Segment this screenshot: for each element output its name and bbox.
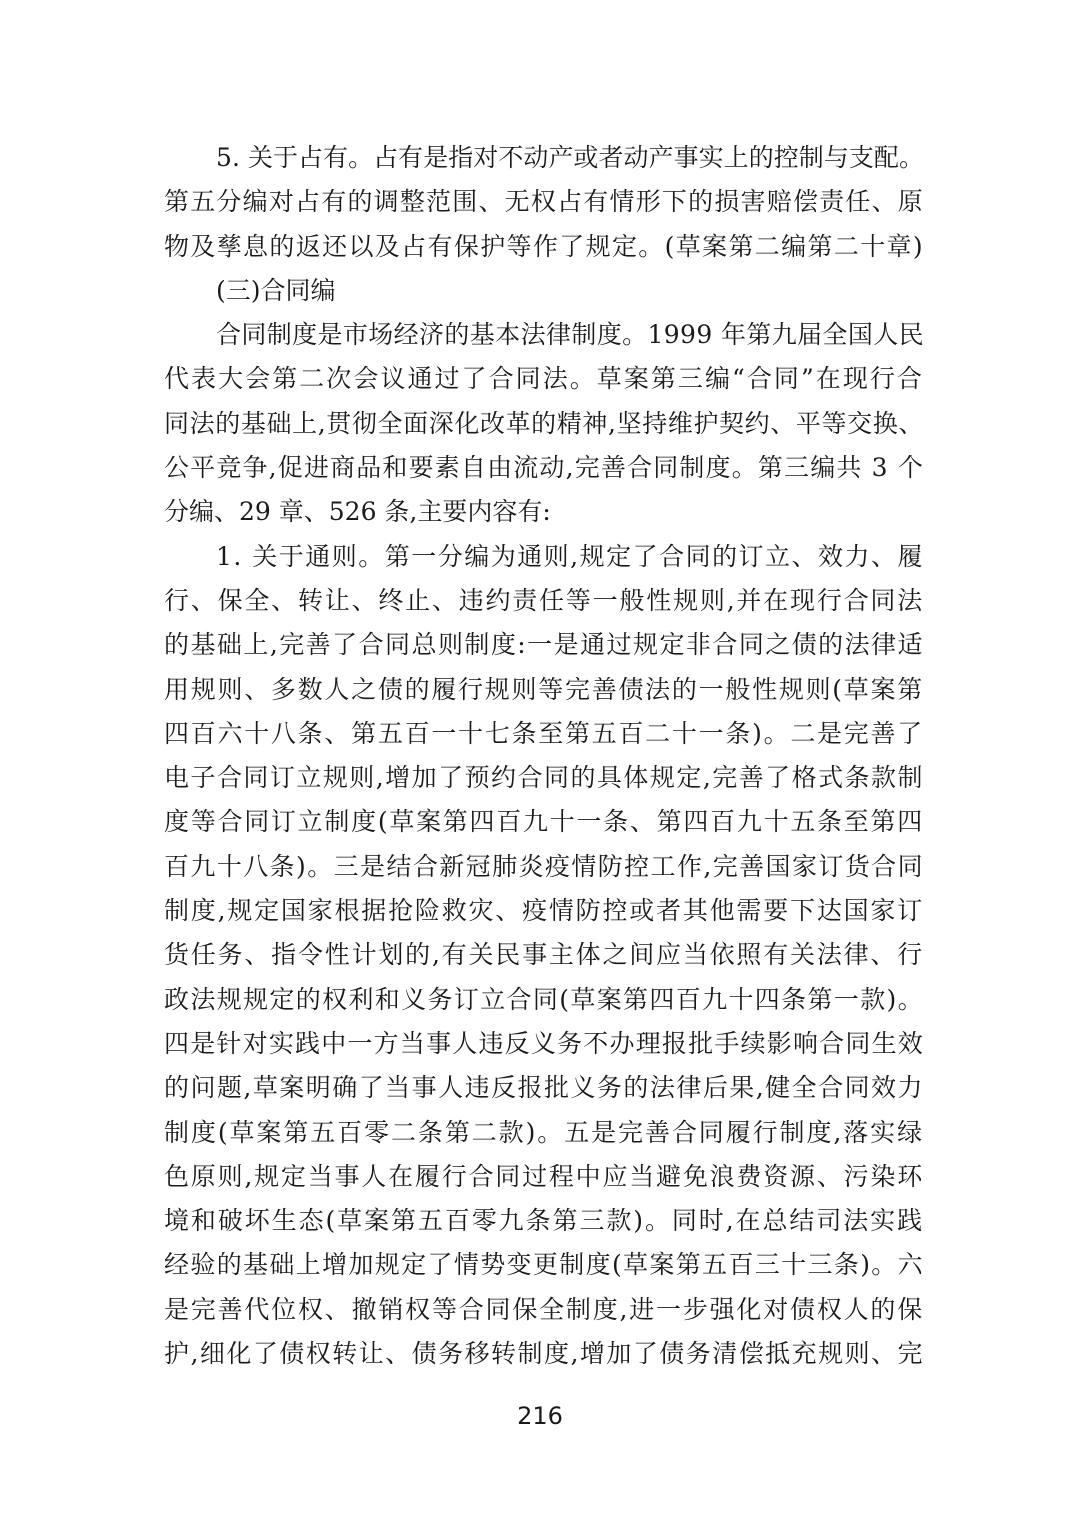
- text-line: 四百六十八条、第五百一十七条至第五百二十一条)。二是完善了: [164, 718, 924, 748]
- text-line: 境和破坏生态(草案第五百零九条第三款)。同时,在总结司法实践: [164, 1206, 924, 1236]
- text-line: 的基础上,完善了合同总则制度:一是通过规定非合同之债的法律适: [164, 630, 924, 660]
- text-line: 的问题,草案明确了当事人违反报批义务的法律后果,健全合同效力: [164, 1073, 924, 1103]
- text-line: 制度(草案第五百零二条第二款)。五是完善合同履行制度,落实绿: [164, 1117, 924, 1147]
- text-line: 1. 关于通则。第一分编为通则,规定了合同的订立、效力、履: [216, 541, 924, 571]
- text-line: 电子合同订立规则,增加了预约合同的具体规定,完善了格式条款制: [164, 763, 924, 793]
- text-line: 第五分编对占有的调整范围、无权占有情形下的损害赔偿责任、原: [164, 187, 924, 217]
- text-line: 护,细化了债权转让、债务移转制度,增加了债务清偿抵充规则、完: [164, 1339, 924, 1369]
- text-line: 百九十八条)。三是结合新冠肺炎疫情防控工作,完善国家订货合同: [164, 851, 924, 881]
- text-line: 公平竞争,促进商品和要素自由流动,完善合同制度。第三编共 3 个: [164, 453, 924, 483]
- text-line: 代表大会第二次会议通过了合同法。草案第三编“合同”在现行合: [164, 364, 924, 394]
- text-line: 合同制度是市场经济的基本法律制度。1999 年第九届全国人民: [216, 320, 924, 350]
- text-line: (三)合同编: [216, 275, 336, 305]
- text-line: 是完善代位权、撤销权等合同保全制度,进一步强化对债权人的保: [164, 1294, 924, 1324]
- text-line: 用规则、多数人之债的履行规则等完善债法的一般性规则(草案第: [164, 674, 924, 704]
- body-text: [164, 136, 924, 1376]
- text-line: 分编、29 章、526 条,主要内容有:: [164, 497, 551, 527]
- page-number: 216: [517, 1402, 563, 1430]
- text-line: 行、保全、转让、终止、违约责任等一般性规则,并在现行合同法: [164, 585, 924, 615]
- text-line: 色原则,规定当事人在履行合同过程中应当避免浪费资源、污染环: [164, 1161, 924, 1191]
- text-line: 物及孳息的返还以及占有保护等作了规定。(草案第二编第二十章): [164, 231, 924, 261]
- text-line: 经验的基础上增加规定了情势变更制度(草案第五百三十三条)。六: [164, 1250, 924, 1280]
- text-line: 度等合同订立制度(草案第四百九十一条、第四百九十五条至第四: [164, 807, 924, 837]
- text-line: 制度,规定国家根据抢险救灾、疫情防控或者其他需要下达国家订: [164, 896, 924, 926]
- text-line: 5. 关于占有。占有是指对不动产或者动产事实上的控制与支配。: [216, 143, 924, 172]
- text-line: 同法的基础上,贯彻全面深化改革的精神,坚持维护契约、平等交换、: [164, 408, 924, 438]
- text-line: 四是针对实践中一方当事人违反义务不办理报批手续影响合同生效: [164, 1028, 924, 1058]
- text-line: 政法规规定的权利和义务订立合同(草案第四百九十四条第一款)。: [164, 984, 924, 1014]
- text-line: 货任务、指令性计划的,有关民事主体之间应当依照有关法律、行: [164, 940, 924, 970]
